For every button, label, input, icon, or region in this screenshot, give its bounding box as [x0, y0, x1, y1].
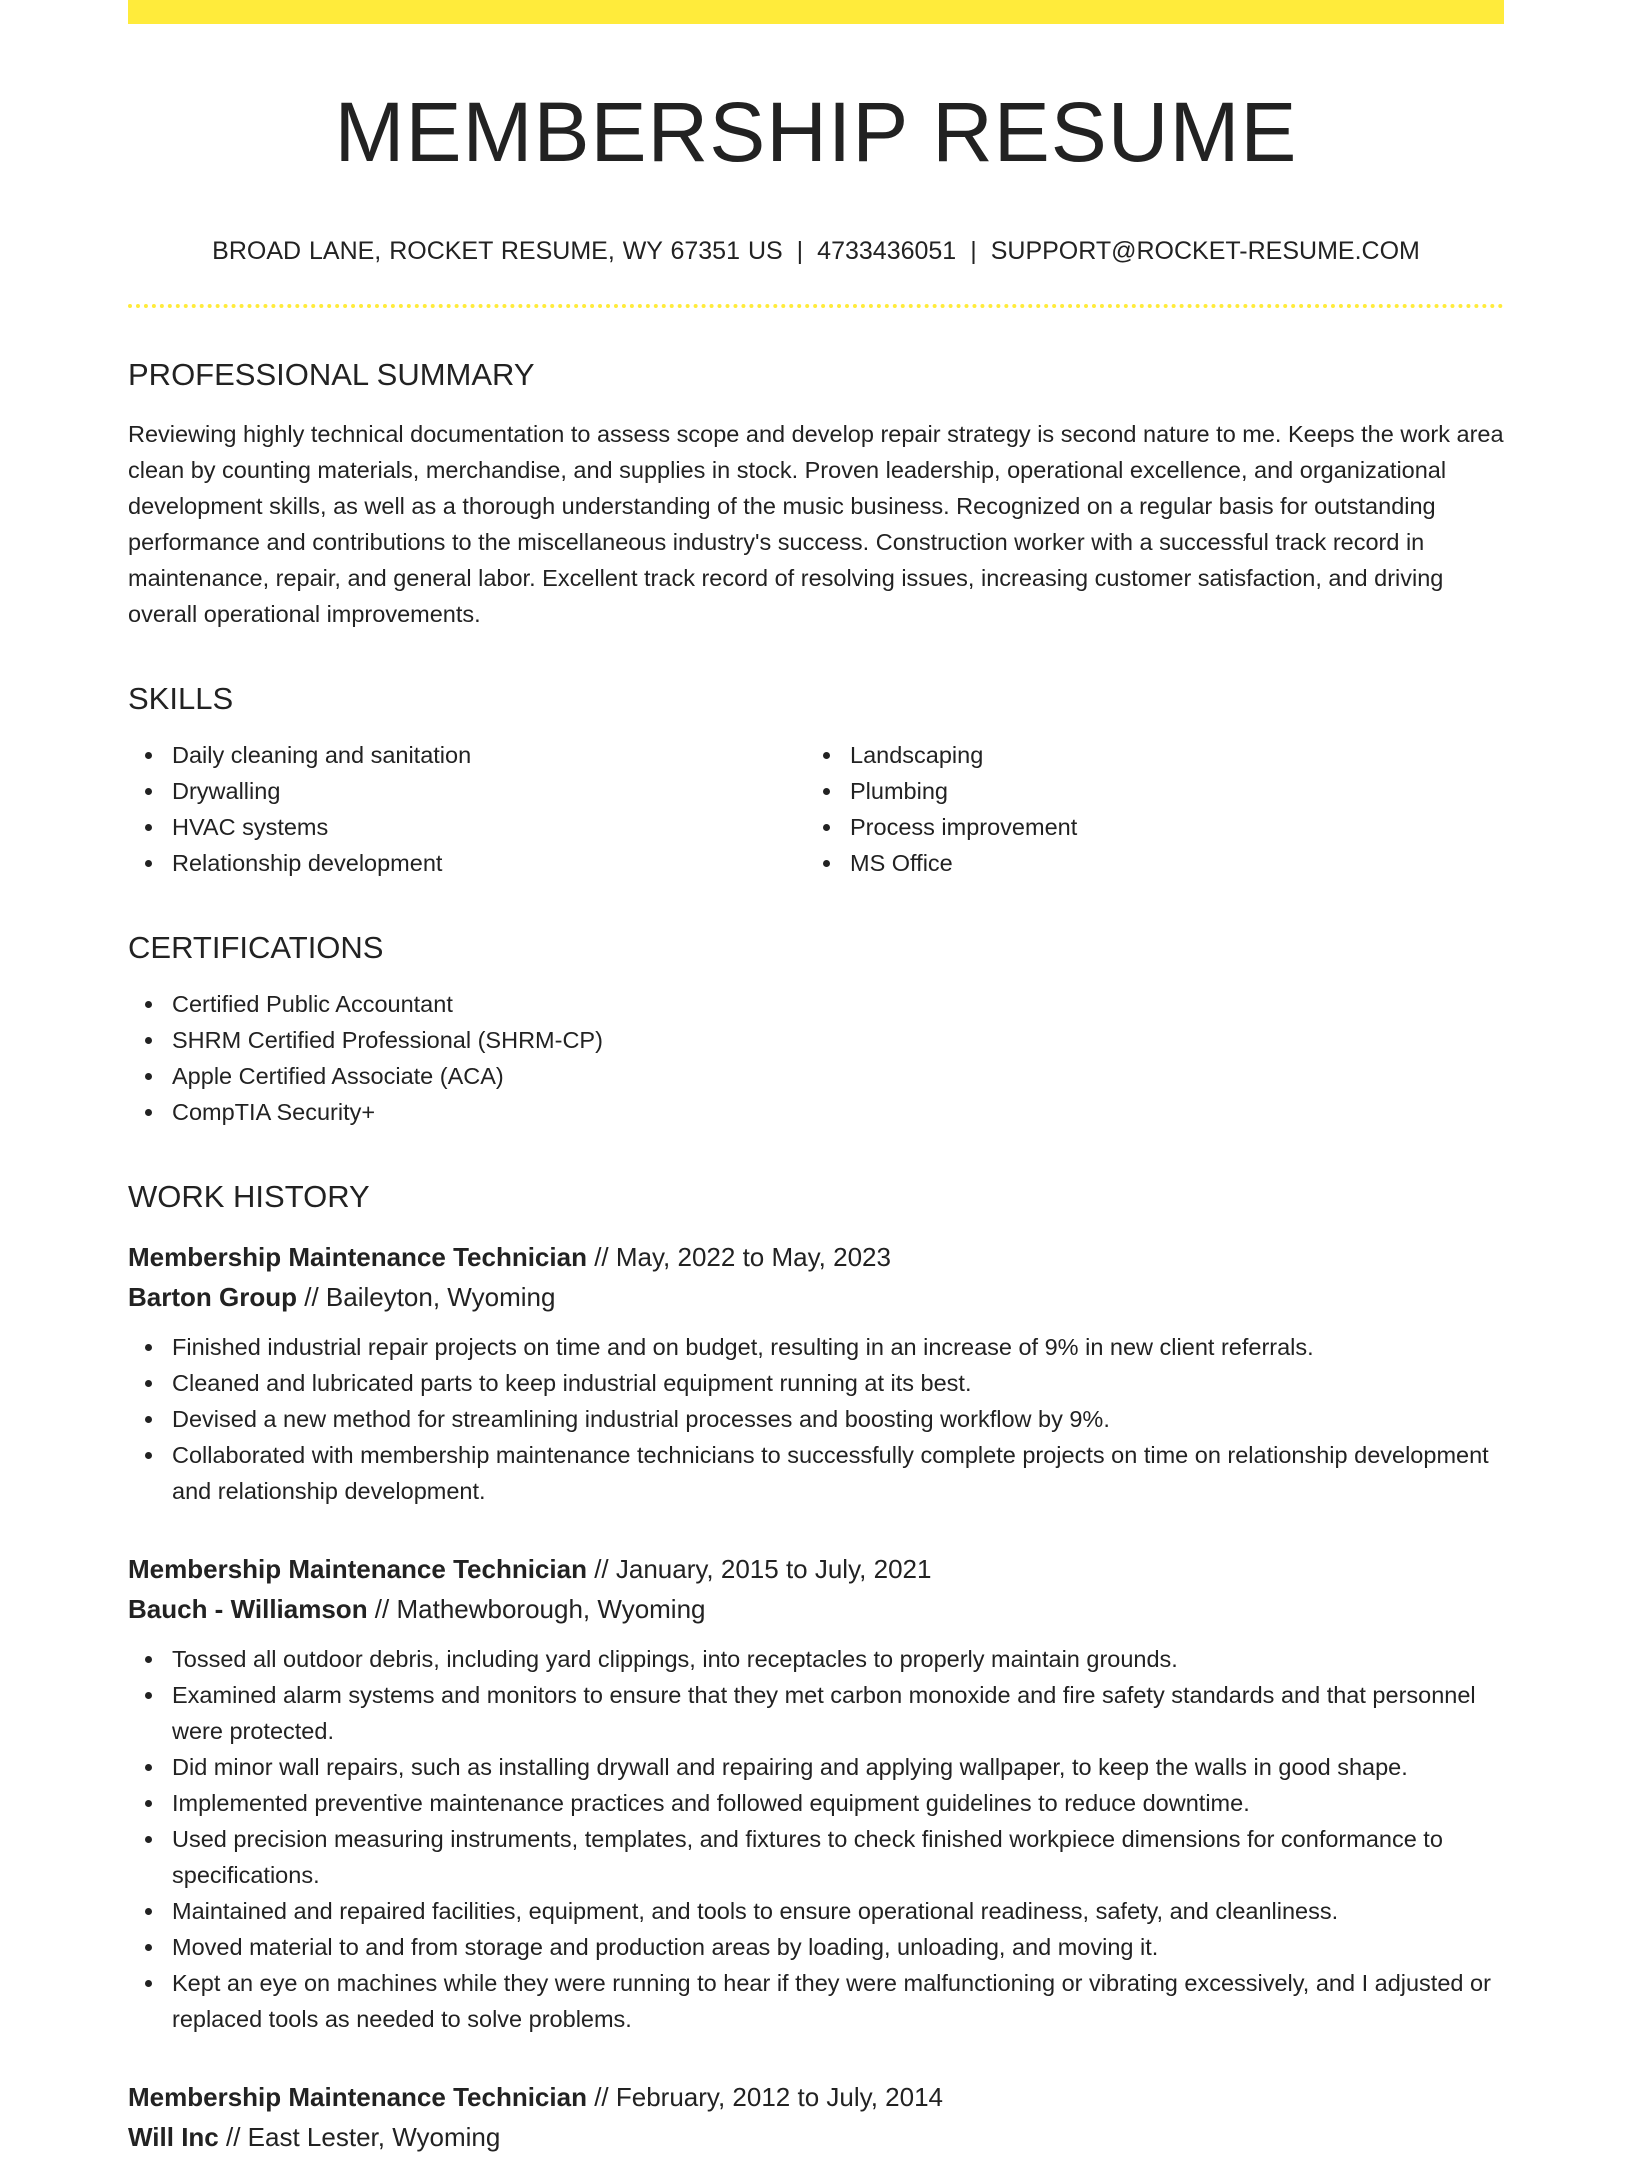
phone: 4733436051 — [817, 237, 957, 266]
job-role-line — [128, 1237, 1504, 1277]
job-bullet: Moved material to and from storage and production areas by loading, unloading, and moving it. — [128, 1929, 1504, 1965]
job-company-line — [128, 1277, 1504, 1317]
work-history-heading: WORK HISTORY — [128, 1178, 370, 1214]
separator: | — [796, 237, 804, 266]
job-role: Membership Maintenance Technician — [128, 1554, 587, 1585]
job-entry — [128, 1237, 1504, 1509]
summary-heading: PROFESSIONAL SUMMARY — [128, 357, 535, 393]
summary-text: Reviewing highly technical documentation to assess scope and develop repair strategy is second nature to me. Keeps the work area clean by counting materials, merchandise, and supplies in stock. Proven leadership, operational excellence, and organizational development skills, as well as a thorough understanding of the music business. Recognized on a regular basis for outstanding performance and contributions to the miscellaneous industry's success. Construction worker with a successful track record in maintenance, repair, and general labor. Excellent track record of resolving issues, increasing customer satisfaction, and driving overall operational improvements. — [128, 420, 1504, 627]
email: SUPPORT@ROCKET-RESUME.COM — [990, 237, 1420, 266]
job-company: Barton Group — [128, 1282, 297, 1313]
job-location: // Mathewborough, Wyoming — [367, 1594, 706, 1625]
dotted-divider — [128, 304, 1504, 308]
separator: | — [970, 237, 977, 266]
certification-item: Certified Public Accountant — [128, 986, 1504, 1022]
skills-heading: SKILLS — [128, 680, 234, 716]
job-bullet: Implemented preventive maintenance practices and followed equipment guidelines to reduce downtime. — [128, 1785, 1504, 1821]
skill-item: Process improvement — [806, 809, 1484, 845]
resume-page — [128, 0, 1504, 2157]
skills-right-list — [806, 737, 1484, 881]
accent-bar — [128, 0, 1504, 24]
certification-item: SHRM Certified Professional (SHRM-CP) — [128, 1022, 1504, 1058]
certification-item: Apple Certified Associate (ACA) — [128, 1058, 1504, 1094]
job-bullet: Examined alarm systems and monitors to ensure that they met carbon monoxide and fire safety standards and that personnel were protected. — [128, 1677, 1504, 1749]
job-dates: // February, 2012 to July, 2014 — [586, 2082, 943, 2113]
job-company-line — [128, 1589, 1504, 1629]
job-bullet: Tossed all outdoor debris, including yard clippings, into receptacles to properly maintain grounds. — [128, 1641, 1504, 1677]
job-dates: // January, 2015 to July, 2021 — [586, 1554, 932, 1585]
job-entry — [128, 1549, 1504, 2037]
job-dates: // May, 2022 to May, 2023 — [586, 1242, 891, 1273]
job-location: // Baileyton, Wyoming — [297, 1282, 556, 1313]
contact-line — [128, 236, 1504, 266]
job-company-line — [128, 2117, 1504, 2157]
job-bullet: Maintained and repaired facilities, equipment, and tools to ensure operational readiness, safety, and cleanliness. — [128, 1893, 1504, 1929]
job-bullets — [128, 1641, 1504, 2037]
skill-item: Landscaping — [806, 737, 1484, 773]
job-bullet: Collaborated with membership maintenance technicians to successfully complete projects on time on relationship development and relationship development. — [128, 1437, 1504, 1509]
skills-grid — [128, 737, 1504, 881]
job-bullets — [128, 1329, 1504, 1509]
job-company: Will Inc — [128, 2122, 219, 2153]
job-company: Bauch - Williamson — [128, 1594, 368, 1625]
certifications-list — [128, 986, 1504, 1130]
job-entry — [128, 2077, 1504, 2157]
job-role: Membership Maintenance Technician — [128, 1242, 587, 1273]
certifications-heading: CERTIFICATIONS — [128, 929, 384, 965]
skill-item: HVAC systems — [128, 809, 806, 845]
resume-title: MEMBERSHIP RESUME — [334, 85, 1298, 179]
job-role: Membership Maintenance Technician — [128, 2082, 587, 2113]
skill-item: MS Office — [806, 845, 1484, 881]
skill-item: Relationship development — [128, 845, 806, 881]
skill-item: Daily cleaning and sanitation — [128, 737, 806, 773]
skills-left-list — [128, 737, 806, 881]
job-bullet: Devised a new method for streamlining industrial processes and boosting workflow by 9%. — [128, 1401, 1504, 1437]
job-bullet: Finished industrial repair projects on time and on budget, resulting in an increase of 9% in new client referrals. — [128, 1329, 1504, 1365]
job-role-line — [128, 1549, 1504, 1589]
skill-item: Drywalling — [128, 773, 806, 809]
job-bullet: Used precision measuring instruments, templates, and fixtures to check finished workpiece dimensions for conformance to specifications. — [128, 1821, 1504, 1893]
job-bullet: Kept an eye on machines while they were running to hear if they were malfunctioning or vibrating excessively, and I adjusted or replaced tools as needed to solve problems. — [128, 1965, 1504, 2037]
address: BROAD LANE, ROCKET RESUME, WY 67351 US — [212, 237, 783, 266]
job-bullet: Did minor wall repairs, such as installing drywall and repairing and applying wallpaper, to keep the walls in good shape. — [128, 1749, 1504, 1785]
certification-item: CompTIA Security+ — [128, 1094, 1504, 1130]
job-bullet: Cleaned and lubricated parts to keep industrial equipment running at its best. — [128, 1365, 1504, 1401]
job-location: // East Lester, Wyoming — [218, 2122, 501, 2153]
skill-item: Plumbing — [806, 773, 1484, 809]
job-role-line — [128, 2077, 1504, 2117]
